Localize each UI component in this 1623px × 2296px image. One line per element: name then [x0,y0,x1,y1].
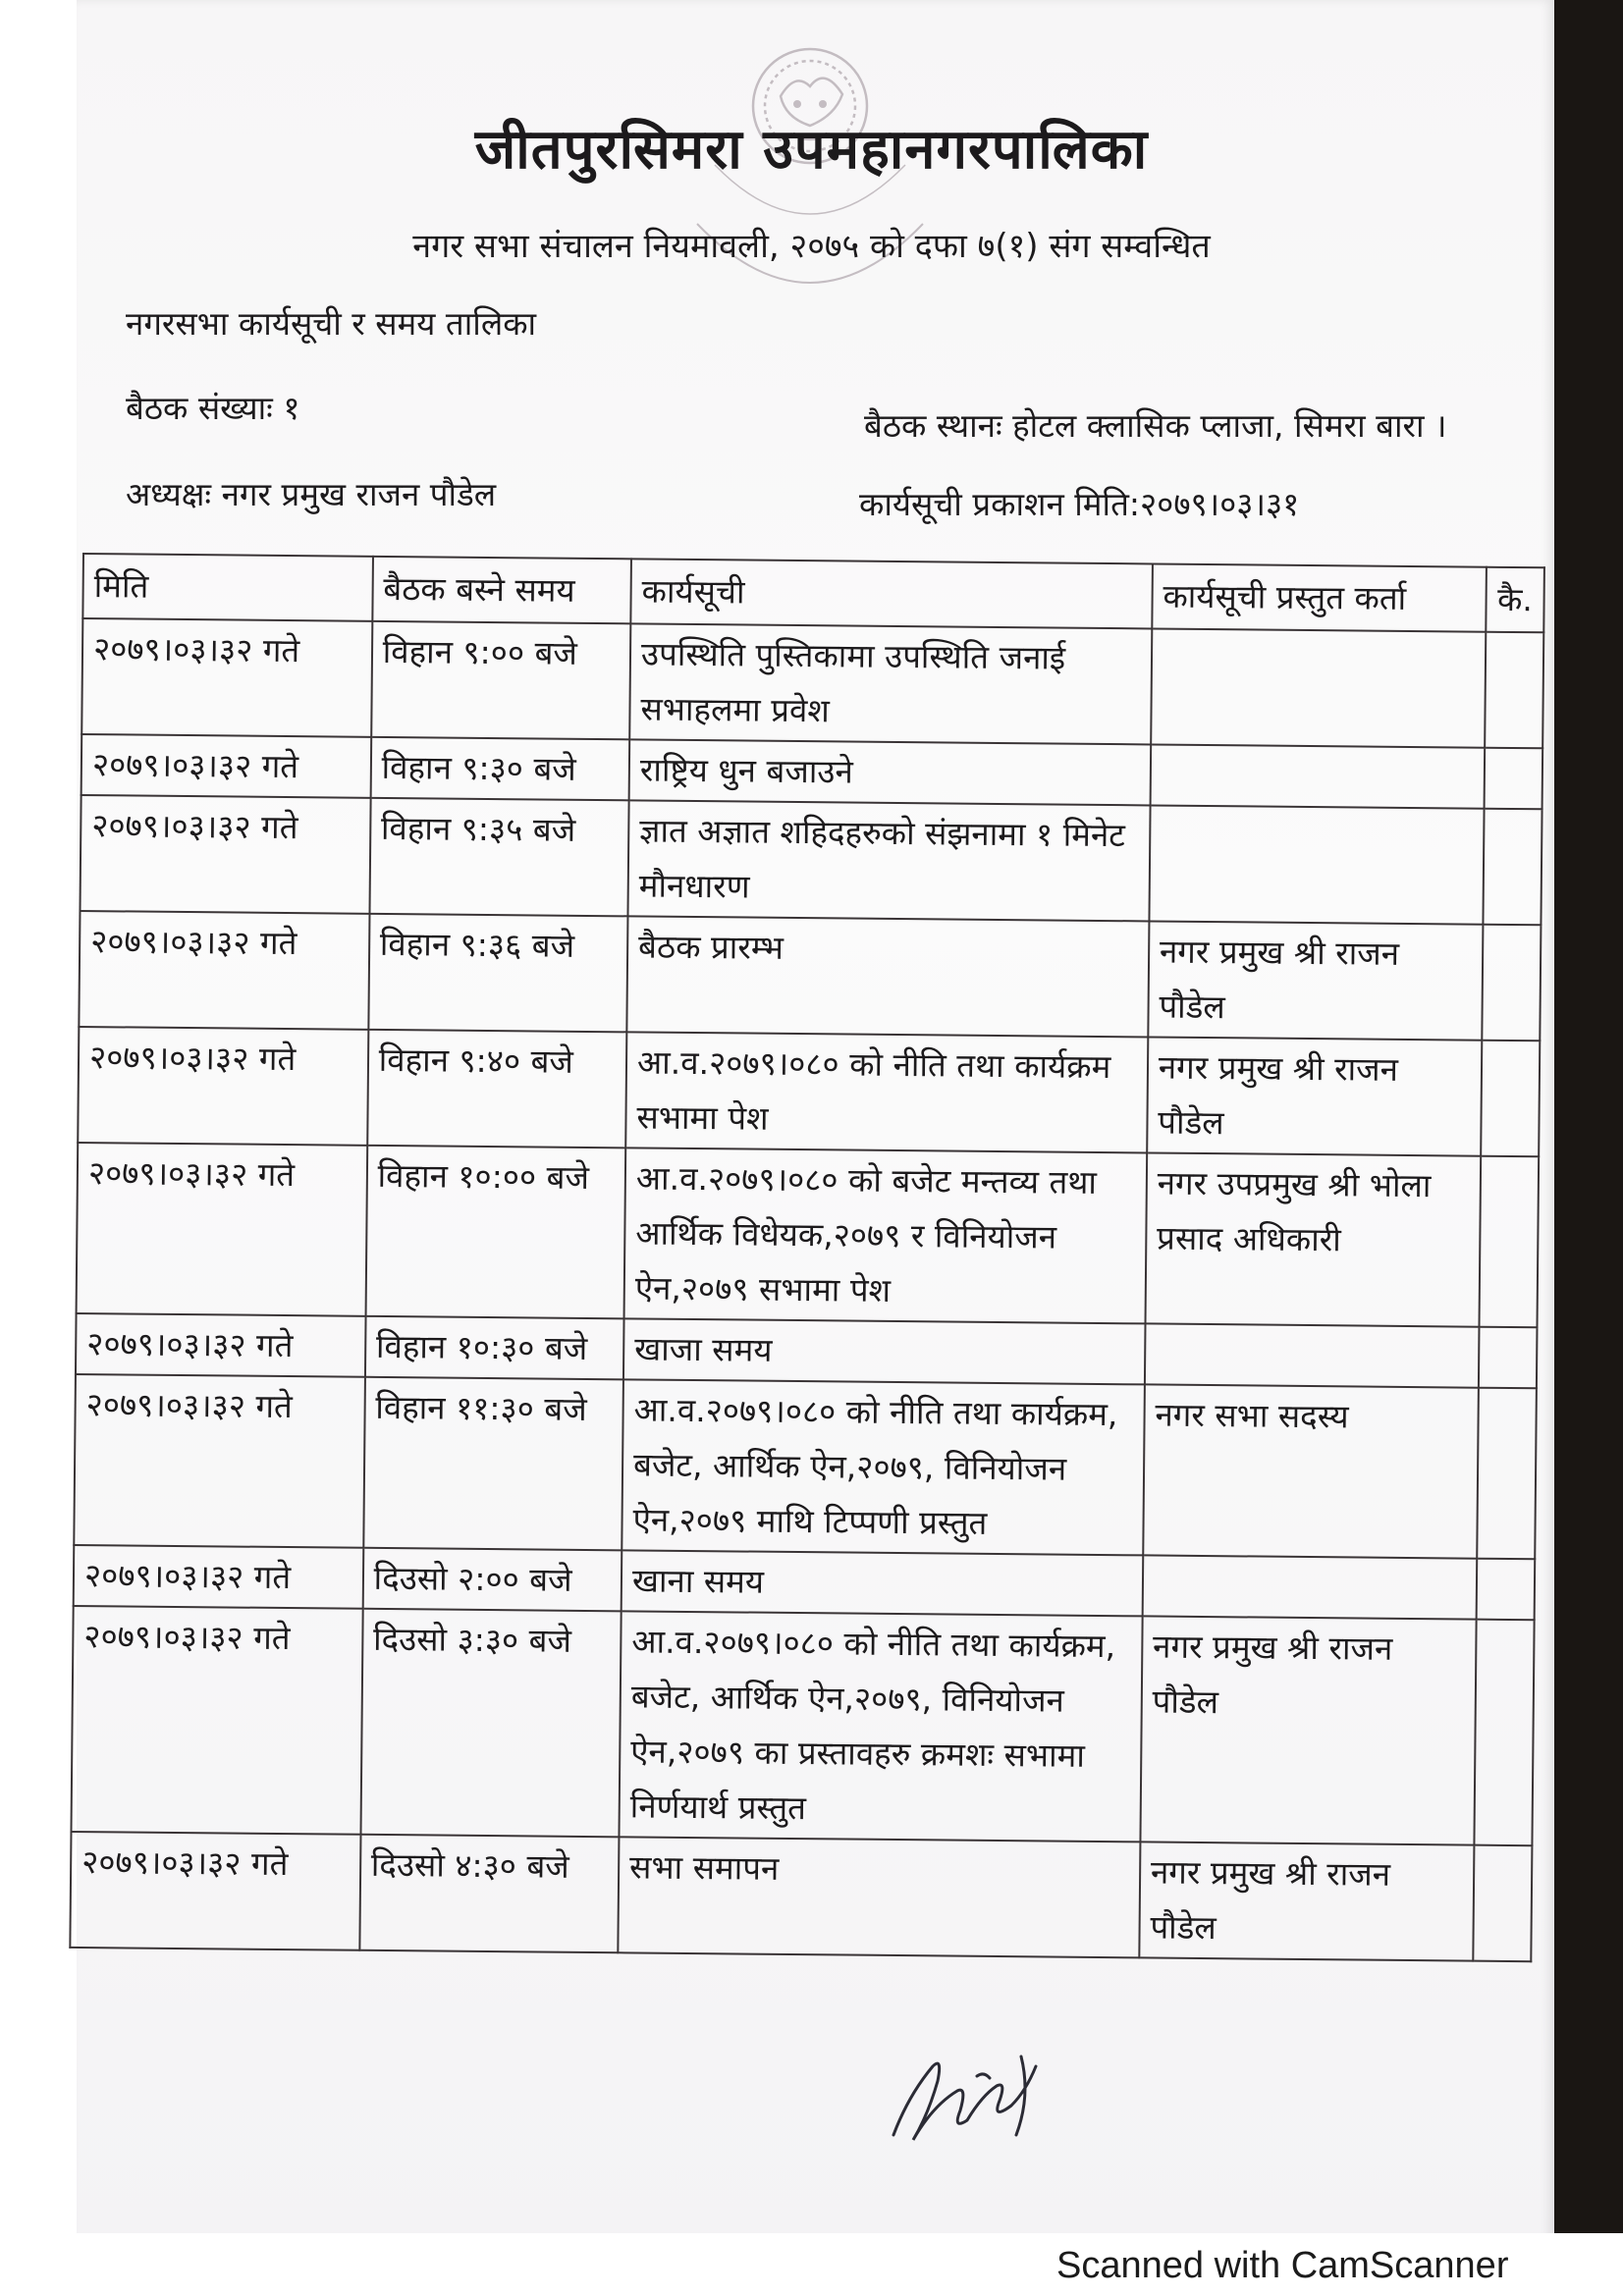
cell-date: २०७९।०३।३२ गते [74,1545,363,1609]
cell-remarks [1483,925,1542,1041]
table-row [74,1374,1537,1559]
cell-time: दिउसो २:०० बजे [362,1548,622,1612]
cell-agenda: आ.व.२०७९।०८० को बजेट मन्तव्य तथा आर्थिक विधेयक,२०७९ र विनियोजन ऐन,२०७९ सभामा पेश [624,1148,1147,1323]
cell-date: २०७९।०३।३२ गते [74,1374,364,1548]
meeting-venue-value: होटल क्लासिक प्लाजा, सिमरा बारा । [1012,406,1447,445]
cell-date: २०७९।०३।३२ गते [81,618,372,737]
cell-date: २०७९।०३।३२ गते [81,734,371,798]
cell-time: विहान ९:३५ बजे [369,798,628,917]
column-header-agenda: कार्यसूची [630,559,1152,628]
cell-remarks [1485,748,1542,810]
table-row [78,1027,1540,1156]
cell-presenter [1142,1555,1477,1619]
cell-remarks [1486,632,1544,749]
cell-presenter: नगर प्रमुख श्री राजन पौडेल [1139,1842,1475,1960]
scan-background-right [1554,0,1623,2248]
cell-presenter: नगर प्रमुख श्री राजन पौडेल [1147,1037,1483,1155]
agenda-table [69,553,1545,1962]
scanner-watermark: Scanned with CamScanner [1056,2245,1509,2286]
page-subtitle: नगर सभा संचालन नियमावली, २०७५ को दफा ७(१) संग सम्वन्धित [412,227,1211,266]
cell-presenter [1145,1323,1480,1387]
table-row [81,618,1543,748]
cell-remarks [1480,1156,1539,1328]
meeting-venue-label: बैठक स्थानः [864,406,1002,445]
cell-presenter [1151,628,1487,747]
cell-time: दिउसो ४:३० बजे [359,1835,619,1953]
cell-agenda: खाजा समय [623,1318,1145,1384]
cell-time: विहान ९:०० बजे [371,621,630,740]
cell-remarks [1475,1620,1535,1846]
cell-presenter: नगर उपप्रमुख श्री भोला प्रसाद अधिकारी [1145,1152,1481,1326]
chairperson-label: अध्यक्षः [126,475,212,513]
meeting-number [126,385,300,429]
cell-presenter: नगर सभा सदस्य [1143,1384,1479,1558]
cell-remarks [1484,809,1542,926]
table-row [80,795,1542,925]
table-row [71,1606,1534,1845]
meeting-number-value: १ [283,389,300,427]
column-header-date: मिति [82,554,372,621]
cell-presenter [1149,805,1485,924]
cell-date: २०७९।०३।३२ गते [71,1606,362,1835]
column-header-remarks: कै. [1487,567,1544,633]
cell-presenter: नगर प्रमुख श्री राजन पौडेल [1148,921,1484,1040]
section-title: नगरसभा कार्यसूची र समय तालिका [126,304,537,343]
publication-date-label: कार्यसूची प्रकाशन मिति: [859,485,1140,523]
meeting-number-label: बैठक संख्याः [126,389,273,427]
cell-date: २०७९।०३।३२ गते [78,1027,368,1146]
cell-remarks [1477,1559,1535,1621]
cell-agenda: खाना समय [622,1550,1143,1616]
cell-date: २०७९।०३।३२ गते [77,1143,367,1316]
cell-remarks [1478,1388,1537,1560]
scan-background-left [0,0,77,2248]
column-header-time: बैठक बस्ने समय [372,557,631,624]
table-row [70,1832,1532,1961]
cell-date: २०७९।०३।३२ गते [79,911,369,1030]
cell-remarks [1479,1327,1537,1389]
page-title: जीतपुरसिमरा उपमहानगरपालिका [474,117,1149,182]
cell-agenda: सभा समापन [618,1837,1140,1957]
cell-time: विहान ९:३६ बजे [368,914,627,1033]
cell-date: २०७९।०३।३२ गते [76,1313,365,1377]
table-row [77,1143,1540,1327]
cell-time: विहान ९:३० बजे [370,737,629,801]
cell-time: विहान १०:०० बजे [365,1146,625,1319]
chairperson [126,471,496,515]
table-row [79,911,1541,1041]
cell-agenda: ज्ञात अज्ञात शहिदहरुको संझनामा १ मिनेट मौनधारण [627,800,1150,921]
cell-agenda: आ.व.२०७९।०८० को नीति तथा कार्यक्रम सभामा पेश [625,1032,1148,1152]
cell-agenda: राष्ट्रिय धुन बजाउने [629,739,1151,805]
cell-remarks [1482,1041,1541,1157]
cell-date: २०७९।०३।३२ गते [70,1832,360,1950]
cell-presenter: नगर प्रमुख श्री राजन पौडेल [1140,1616,1477,1844]
cell-agenda: उपस्थिति पुस्तिकामा उपस्थिति जनाई सभाहलमा प्रवेश [629,623,1152,744]
cell-time: विहान १०:३० बजे [365,1316,624,1380]
cell-presenter [1150,744,1485,808]
publication-date-value: २०७९।०३।३१ [1140,485,1300,523]
meeting-venue [864,402,1447,447]
cell-time: दिउसो ३:३० बजे [360,1609,622,1838]
cell-remarks [1474,1845,1533,1962]
signature [874,2037,1060,2155]
cell-agenda: आ.व.२०७९।०८० को नीति तथा कार्यक्रम, बजेट, आर्थिक ऐन,२०७९, विनियोजन ऐन,२०७९ का प्रस्तावहरु क्रमशः सभामा निर्णयार्थ प्रस्तुत [619,1611,1142,1842]
cell-time: विहान ११:३० बजे [363,1377,623,1551]
cell-time: विहान ९:४० बजे [367,1030,626,1148]
publication-date [859,481,1299,525]
chairperson-value: नगर प्रमुख राजन पौडेल [221,475,497,513]
cell-agenda: आ.व.२०७९।०८० को नीति तथा कार्यक्रम, बजेट, आर्थिक ऐन,२०७९, विनियोजन ऐन,२०७९ माथि टिप्पणी प्रस्तुत [622,1379,1144,1555]
agenda-table-body [70,618,1543,1961]
column-header-presenter: कार्यसूची प्रस्तुत कर्ता [1152,563,1487,631]
cell-date: २०७९।०३।३२ गते [80,795,370,914]
cell-agenda: बैठक प्रारम्भ [626,916,1149,1037]
